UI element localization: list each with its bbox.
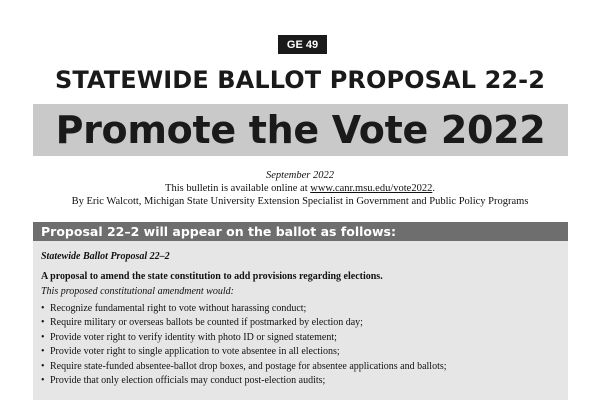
bullet-icon: • [41, 346, 45, 358]
list-item [41, 360, 560, 374]
list-item [41, 345, 560, 359]
list-item-text: Recognize fundamental right to vote without harassing conduct; [50, 303, 307, 314]
bullet-icon: • [41, 374, 45, 386]
list-item-text: Provide that only election officials may conduct post-election audits; [50, 374, 326, 386]
bullet-icon: • [41, 360, 45, 372]
proposal-heading: STATEWIDE BALLOT PROPOSAL 22-2 [54, 66, 546, 94]
list-item-text: Provide voter right to verify identity with photo ID or signed statement; [50, 331, 337, 343]
author-line: By Eric Walcott, Michigan State University Extension Specialist in Government and Public Policy Programs [71, 196, 529, 207]
amendment-intro: This proposed constitutional amendment would: [41, 286, 234, 297]
online-suffix: . [432, 183, 435, 194]
bullet-icon: • [41, 331, 45, 343]
list-item-text: Require state-funded absentee-ballot drop boxes, and postage for absentee applications and ballots; [50, 360, 447, 372]
list-item [41, 302, 560, 316]
bulletin-code-badge: GE 49 [278, 35, 327, 54]
title-band [33, 104, 568, 156]
ballot-name: Statewide Ballot Proposal 22–2 [41, 251, 170, 262]
list-item [41, 316, 560, 330]
bullet-icon: • [41, 303, 45, 314]
section-body [33, 241, 568, 388]
list-item-text: Require military or overseas ballots be counted if postmarked by election day; [50, 317, 363, 329]
online-prefix: This bulletin is available online at [165, 183, 311, 194]
page-title: Promote the Vote 2022 [55, 108, 546, 152]
proposal-summary: A proposal to amend the state constitution to add provisions regarding elections. [41, 271, 383, 282]
bullet-icon: • [41, 317, 45, 329]
ballot-section [33, 222, 568, 400]
provisions-list [41, 302, 560, 388]
section-header: Proposal 22–2 will appear on the ballot as follows: [33, 222, 568, 241]
list-item [41, 374, 560, 388]
list-item-text: Provide voter right to single application to vote absentee in all elections; [50, 346, 340, 358]
online-availability [0, 183, 600, 194]
list-item [41, 331, 560, 345]
bulletin-link[interactable]: www.canr.msu.edu/vote2022 [310, 183, 433, 194]
publication-date: September 2022 [266, 170, 334, 181]
